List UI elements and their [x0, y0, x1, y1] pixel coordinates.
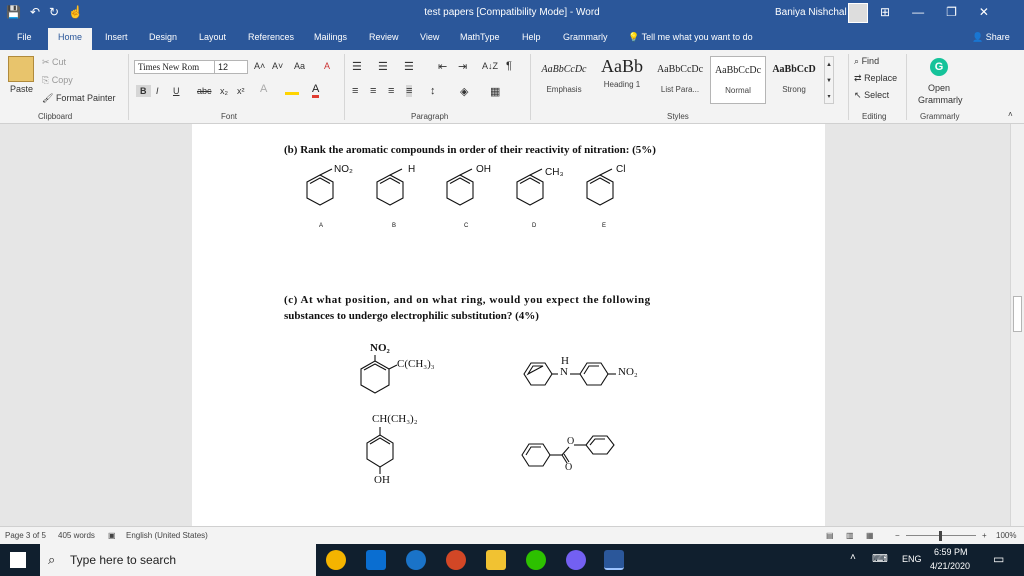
hydroxyl-label: OH [374, 474, 390, 486]
cursor-icon: ↖ [854, 90, 862, 100]
show-hidden-icons[interactable]: ˄ [850, 552, 856, 563]
style-name: Strong [782, 85, 806, 94]
paragraph-group-label: Paragraph [411, 112, 449, 121]
web-layout-icon[interactable]: ▦ [866, 531, 874, 540]
copy-label: Copy [51, 75, 73, 85]
change-case-button[interactable]: Aa [294, 61, 306, 71]
open-grammarly-button[interactable]: Open [928, 83, 951, 93]
nitro-label: NO₂ [370, 342, 390, 354]
search-icon: ⌕ [854, 56, 860, 66]
substituent-label: CH₃ [545, 167, 564, 178]
tab-home[interactable]: Home [48, 28, 92, 50]
nitro-label: NO₂ [618, 366, 638, 378]
substituent-label: Cl [616, 164, 626, 175]
format-painter-button[interactable]: 🖌 Format Painter [42, 93, 116, 103]
style-name: Heading 1 [603, 80, 641, 89]
read-mode-icon[interactable]: ▤ [826, 531, 834, 540]
style-preview: AaBbCcDc [541, 64, 587, 75]
structure-3 [362, 427, 398, 475]
chrome-icon[interactable] [326, 550, 346, 570]
compound-letter: A [319, 223, 324, 229]
grammarly-icon[interactable]: G [930, 58, 948, 76]
styles-scroll-icon[interactable]: ▲ ▼ ▾ [824, 56, 834, 104]
taskbar-search[interactable] [40, 544, 316, 576]
paste-icon[interactable] [8, 56, 34, 82]
font-color-icon[interactable]: A [312, 83, 319, 98]
bold-button[interactable]: B [136, 85, 151, 97]
print-layout-icon[interactable]: ▥ [846, 531, 854, 540]
share-button[interactable] [972, 32, 1010, 43]
amine-h-label: H [561, 355, 569, 367]
mail-icon[interactable] [366, 550, 386, 570]
benzene-c [447, 169, 473, 205]
question-c-line2[interactable]: substances to undergo electrophilic substitution? (4%) [284, 310, 539, 322]
find-button[interactable] [854, 56, 879, 67]
replace-button[interactable] [854, 73, 897, 84]
tab-design[interactable]: Design [149, 32, 178, 42]
style-name: List Para... [660, 85, 700, 94]
line-spacing-icon[interactable]: ↕ [430, 85, 436, 97]
question-b[interactable]: (b) Rank the aromatic compounds in order of their reactivity of nitration: (5%) [284, 144, 656, 156]
user-name[interactable]: Baniya Nishchal [775, 7, 847, 18]
lightbulb-icon: 💡 [628, 32, 640, 42]
select-label: Select [864, 90, 890, 100]
sort-button[interactable]: A↓Z [482, 61, 499, 71]
style-preview: AaBb [601, 56, 643, 76]
group-divider [906, 54, 907, 120]
find-label: Find [861, 56, 880, 66]
question-c-line1[interactable]: (c) At what position, and on what ring, would you expect the following [284, 294, 651, 306]
style-preview: AaBbCcDc [714, 65, 762, 76]
increase-indent-icon[interactable]: ⇥ [458, 61, 468, 73]
italic-button[interactable]: I [156, 86, 159, 96]
viber-icon[interactable] [566, 550, 586, 570]
select-button[interactable] [854, 90, 889, 101]
text-effects-icon[interactable]: A [260, 83, 268, 95]
ribbon [0, 50, 1024, 124]
style-heading-1[interactable] [594, 56, 650, 104]
benzene-a [307, 169, 333, 205]
tab-insert[interactable]: Insert [105, 32, 128, 42]
cut-button[interactable]: ✂ Cut [42, 57, 67, 67]
compound-letter: B [392, 223, 397, 229]
powerpoint-icon[interactable] [446, 550, 466, 570]
page-indicator[interactable]: Page 3 of 5 [5, 531, 46, 540]
taskbar [0, 544, 1024, 576]
decrease-indent-icon[interactable]: ⇤ [438, 61, 448, 73]
style-list-paragraph[interactable] [652, 56, 708, 104]
clipboard-group-label: Clipboard [38, 112, 73, 121]
subscript-button[interactable]: x₂ [220, 86, 228, 96]
redo-icon[interactable]: ↻ [49, 5, 60, 19]
font-name-select[interactable]: Times New Rom [134, 60, 246, 74]
tab-file[interactable]: File [17, 32, 32, 42]
notification-icon[interactable]: ▭ [993, 552, 1005, 566]
vertical-scrollbar[interactable] [1010, 124, 1024, 526]
style-emphasis[interactable] [536, 56, 592, 104]
carbonyl-oxygen-label: O [565, 462, 573, 473]
open-grammarly-label: Grammarly [918, 95, 963, 105]
editing-group-label: Editing [862, 112, 887, 121]
edge-icon[interactable] [406, 550, 426, 570]
font-size-select[interactable]: 12 [214, 60, 248, 74]
bullets-icon[interactable]: ☰ [352, 61, 362, 73]
shading-icon[interactable]: ◈ [460, 86, 469, 98]
input-language[interactable]: ENG [902, 554, 922, 564]
ester-oxygen-label: O [567, 436, 575, 447]
benzene-e [587, 169, 613, 205]
tab-help[interactable]: Help [522, 32, 541, 42]
wechat-icon[interactable] [526, 550, 546, 570]
word-count[interactable]: 405 words [58, 531, 95, 540]
minimize-button[interactable]: — [912, 5, 925, 19]
tab-layout[interactable]: Layout [199, 32, 227, 42]
ribbon-display-options-icon[interactable]: ⊞ [880, 5, 891, 19]
substituent-label: H [408, 164, 416, 175]
person-icon: 👤 [972, 32, 984, 42]
style-preview: AaBbCcDc [656, 64, 704, 75]
benzene-b [377, 169, 403, 205]
substituent-label: OH [476, 164, 491, 175]
isopropyl-label: CH(CH₃)₂ [372, 413, 418, 425]
paste-button[interactable]: Paste [10, 84, 34, 94]
structure-2 [518, 360, 628, 390]
touch-mode-icon[interactable]: ☝ [68, 5, 84, 19]
underline-button[interactable]: U [173, 86, 180, 96]
copy-button[interactable]: ⎘ Copy [42, 75, 73, 85]
zoom-slider-thumb[interactable] [939, 531, 942, 541]
window-title: test papers [Compatibility Mode] - Word [424, 7, 600, 18]
clock-date[interactable]: 4/21/2020 [930, 561, 971, 571]
cut-label: Cut [52, 57, 67, 67]
save-icon[interactable]: 💾 [6, 5, 21, 19]
group-divider [530, 54, 531, 120]
tell-me-label: Tell me what you want to do [641, 32, 753, 42]
tab-mailings[interactable]: Mailings [314, 32, 348, 42]
shrink-font-button[interactable]: A˅ [272, 61, 284, 71]
zoom-out-icon[interactable]: − [895, 531, 900, 540]
superscript-button[interactable]: x² [237, 86, 245, 96]
tert-butyl-label: C(CH₃)₃ [397, 358, 435, 370]
undo-icon[interactable]: ↶ [29, 5, 41, 19]
align-center-icon[interactable]: ≡ [370, 85, 377, 97]
align-right-icon[interactable]: ≡ [388, 85, 395, 97]
language-indicator[interactable]: English (United States) [126, 531, 208, 540]
ribbon-tabs [0, 26, 1024, 50]
status-bar [0, 526, 1024, 544]
style-preview: AaBbCcD [772, 64, 816, 75]
zoom-in-icon[interactable]: + [982, 531, 987, 540]
strikethrough-button[interactable]: abc [197, 86, 212, 96]
show-formatting-button[interactable]: ¶ [506, 60, 512, 72]
keyboard-icon[interactable]: ⌨ [872, 553, 888, 565]
zoom-level[interactable]: 100% [996, 531, 1017, 540]
align-left-icon[interactable]: ≡ [352, 85, 359, 97]
collapse-ribbon-icon[interactable]: ˄ [1008, 110, 1013, 119]
group-divider [344, 54, 345, 120]
compound-letter: D [532, 223, 537, 229]
benzene-d [517, 169, 543, 205]
numbering-icon[interactable]: ☰ [378, 61, 388, 73]
group-divider [848, 54, 849, 120]
replace-icon: ⇄ [854, 73, 862, 83]
clock-time[interactable]: 6:59 PM [934, 547, 968, 557]
taskbar-search-placeholder: Type here to search [70, 553, 177, 567]
tell-me-search[interactable] [628, 32, 753, 43]
substituent-label: NO₂ [334, 164, 353, 175]
borders-icon[interactable]: ▦ [490, 86, 501, 98]
search-icon: ⌕ [48, 552, 56, 567]
scrollbar-thumb[interactable] [1013, 296, 1022, 332]
styles-group-label: Styles [667, 112, 689, 121]
tab-review[interactable]: Review [369, 32, 399, 42]
multilevel-list-icon[interactable]: ☰ [404, 61, 414, 73]
style-strong[interactable] [768, 56, 820, 104]
tab-references[interactable]: References [248, 32, 295, 42]
tab-view[interactable]: View [420, 32, 440, 42]
group-divider [128, 54, 129, 120]
style-name: Normal [725, 86, 751, 95]
replace-label: Replace [864, 73, 898, 83]
share-label: Share [985, 32, 1010, 42]
style-normal[interactable] [710, 56, 766, 104]
justify-icon[interactable]: ≡ [406, 85, 413, 97]
word-icon[interactable] [604, 550, 624, 570]
proofing-icon[interactable]: ▣ [108, 531, 116, 540]
font-group-label: Font [221, 112, 238, 121]
windows-start-icon[interactable] [10, 552, 26, 568]
compound-letter: C [464, 223, 469, 229]
highlight-icon[interactable] [285, 83, 299, 95]
clear-formatting-button[interactable]: A [324, 61, 331, 71]
close-button[interactable]: ✕ [978, 5, 989, 19]
compound-letter: E [602, 223, 607, 229]
format-painter-label: Format Painter [55, 93, 116, 103]
store-icon[interactable] [486, 550, 506, 570]
avatar[interactable] [848, 3, 868, 23]
tab-mathtype[interactable]: MathType [460, 32, 500, 42]
amine-n-label: N [560, 366, 568, 378]
restore-button[interactable]: ❐ [946, 5, 957, 19]
title-bar [0, 0, 1024, 26]
grammarly-group-label: Grammarly [920, 112, 960, 121]
grow-font-button[interactable]: A˄ [254, 61, 266, 71]
tab-grammarly[interactable]: Grammarly [563, 32, 608, 42]
style-name: Emphasis [546, 85, 582, 94]
